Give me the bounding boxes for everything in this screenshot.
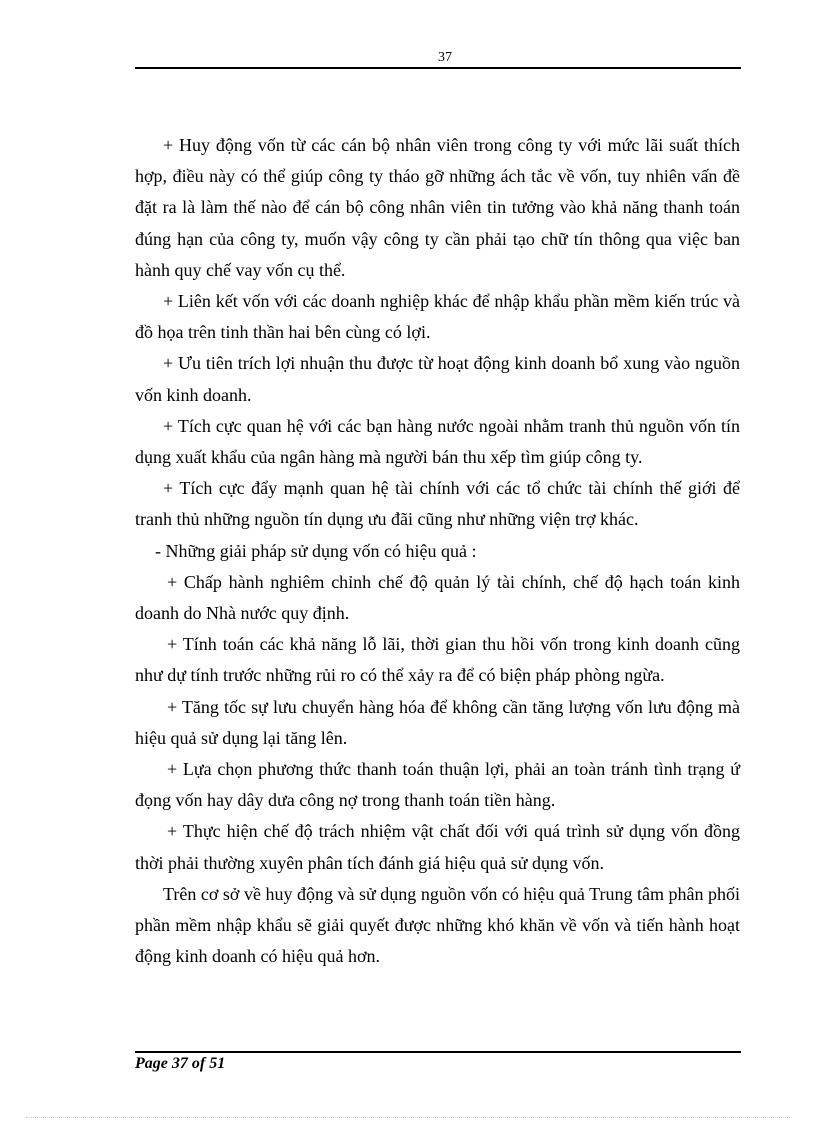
- paragraph-conclusion: Trên cơ sở về huy động và sử dụng nguồn vốn có hiệu quả Trung tâm phân phối phần mềm nhập khẩu sẽ giải quyết được những khó khăn về vốn và tiến hành hoạt động kinh doanh có hiệu quả hơn.: [135, 883, 740, 967]
- paragraph-goods-turnover: + Tăng tốc sự lưu chuyển hàng hóa để không cần tăng lượng vốn lưu động mà hiệu quả sử dụng lại tăng lên.: [135, 696, 740, 748]
- paragraph-capital-linkage: + Liên kết vốn với các doanh nghiệp khác để nhập khẩu phần mềm kiến trúc và đồ họa trên tinh thần hai bên cùng có lợi.: [135, 291, 740, 343]
- paragraph-efficient-use-heading: - Những giải pháp sử dụng vốn có hiệu quả :: [155, 540, 477, 561]
- page-edge-dotted-line: [26, 1117, 790, 1118]
- paragraph-foreign-partners: + Tích cực quan hệ với các bạn hàng nước ngoài nhằm tranh thủ nguồn vốn tín dụng xuất khẩu của ngân hàng mà người bán thu xếp tìm giúp công ty.: [135, 415, 740, 468]
- page-number: 37: [438, 50, 452, 65]
- paragraph-material-responsibility: + Thực hiện chế độ trách nhiệm vật chất đối với quá trình sử dụng vốn đồng thời phải thường xuyên phân tích đánh giá hiệu quả sử dụng vốn.: [135, 821, 740, 873]
- footer-rule: [135, 1051, 741, 1053]
- paragraph-financial-regime: + Chấp hành nghiêm chỉnh chế độ quản lý tài chính, chế độ hạch toán kinh doanh do Nhà nước quy định.: [135, 571, 740, 624]
- header-rule: [135, 67, 741, 69]
- document-body: [135, 130, 740, 972]
- paragraph-financial-institutions: + Tích cực đẩy mạnh quan hệ tài chính với các tổ chức tài chính thế giới để tranh thủ những nguồn tín dụng ưu đãi cũng như những viện trợ khác.: [135, 478, 740, 530]
- paragraph-profit-retention: + Ưu tiên trích lợi nhuận thu được từ hoạt động kinh doanh bổ xung vào nguồn vốn kinh doanh.: [135, 353, 740, 405]
- paragraph-payment-method: + Lựa chọn phương thức thanh toán thuận lợi, phải an toàn tránh tình trạng ứ đọng vốn hay dây dưa công nợ trong thanh toán tiền hàng.: [135, 759, 740, 811]
- paragraph-mobilize-staff-capital: + Huy động vốn từ các cán bộ nhân viên trong công ty với mức lãi suất thích hợp, điều này có thể giúp công ty tháo gỡ những ách tắc về vốn, tuy nhiên vấn đề đặt ra là làm thế nào để cán bộ công nhân viên tin tưởng vào khả năng thanh toán đúng hạn của công ty, muốn vậy công ty cần phải tạo chữ tín thông qua việc ban hành quy chế vay vốn cụ thể.: [135, 135, 740, 280]
- paragraph-risk-calculation: + Tính toán các khả năng lỗ lãi, thời gian thu hồi vốn trong kinh doanh cũng như dự tính trước những rủi ro có thể xảy ra để có biện pháp phòng ngừa.: [135, 634, 740, 686]
- footer-page-label: Page 37 of 51: [135, 1055, 226, 1072]
